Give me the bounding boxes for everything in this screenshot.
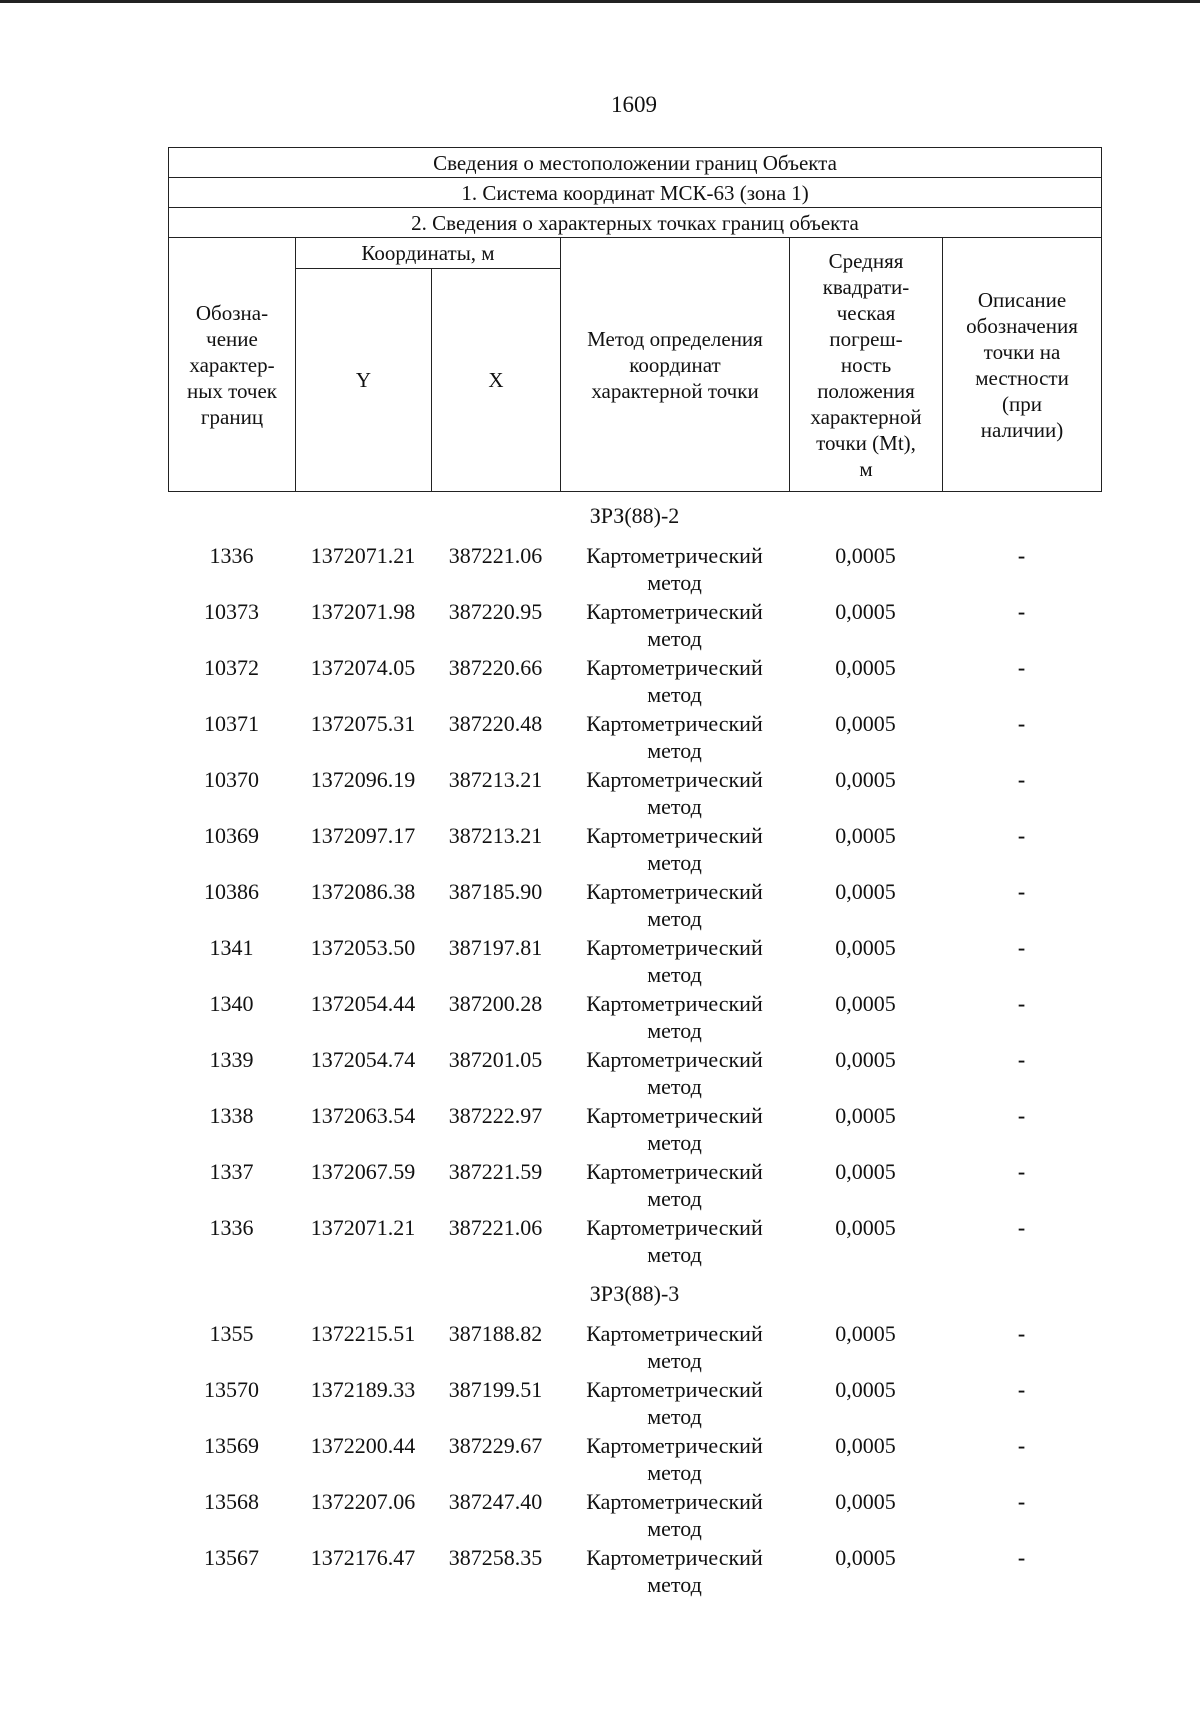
group-name: ЗРЗ(88)-2 <box>589 503 680 528</box>
table-row <box>168 822 1101 878</box>
header-section: 2. Сведения о характерных точках границ объекта <box>169 208 1102 238</box>
cell-y: 1372215.51 <box>310 1321 416 1346</box>
cell-method: Картометрический метод <box>586 1047 763 1099</box>
cell-desc: - <box>1017 1103 1026 1128</box>
table-row <box>168 990 1101 1046</box>
cell-method: Картометрический метод <box>586 879 763 931</box>
cell-desc: - <box>1017 1321 1026 1346</box>
cell-y: 1372189.33 <box>310 1377 416 1402</box>
table-row <box>168 710 1101 766</box>
cell-y: 1372054.44 <box>310 991 416 1016</box>
cell-y: 1372067.59 <box>310 1159 416 1184</box>
cell-error: 0,0005 <box>835 1103 896 1128</box>
cell-desc: - <box>1017 1545 1026 1570</box>
table-row <box>168 1158 1101 1214</box>
cell-method: Картометрический метод <box>586 1377 763 1429</box>
cell-x: 387221.06 <box>448 543 543 568</box>
points-body <box>168 492 1101 1600</box>
col-desc-header: Описание обозначения точки на местности (при наличии) <box>943 238 1102 492</box>
group-header-row <box>168 492 1101 542</box>
scan-top-border <box>0 0 1200 3</box>
group-header-row <box>168 1270 1101 1320</box>
cell-point: 1337 <box>209 1159 254 1184</box>
table-row <box>168 654 1101 710</box>
cell-method: Картометрический метод <box>586 655 763 707</box>
cell-y: 1372053.50 <box>310 935 416 960</box>
cell-desc: - <box>1017 1433 1026 1458</box>
cell-point: 1341 <box>209 935 254 960</box>
cell-y: 1372097.17 <box>310 823 416 848</box>
table-row <box>168 1214 1101 1270</box>
cell-y: 1372063.54 <box>310 1103 416 1128</box>
cell-point: 1336 <box>209 1215 254 1240</box>
cell-y: 1372176.47 <box>310 1545 416 1570</box>
page-number: 1609 <box>611 92 657 117</box>
cell-error: 0,0005 <box>835 1321 896 1346</box>
cell-point: 13568 <box>204 1489 259 1514</box>
cell-error: 0,0005 <box>835 1377 896 1402</box>
table-row <box>168 1102 1101 1158</box>
cell-desc: - <box>1017 599 1026 624</box>
cell-desc: - <box>1017 1047 1026 1072</box>
cell-x: 387185.90 <box>448 879 543 904</box>
cell-x: 387197.81 <box>448 935 543 960</box>
cell-error: 0,0005 <box>835 991 896 1016</box>
cell-point: 10369 <box>204 823 259 848</box>
cell-x: 387213.21 <box>448 823 543 848</box>
col-method-header: Метод определения координат характерной точки <box>561 238 790 492</box>
cell-method: Картометрический метод <box>586 1433 763 1485</box>
cell-method: Картометрический метод <box>586 1103 763 1155</box>
cell-method: Картометрический метод <box>586 711 763 763</box>
cell-x: 387221.06 <box>448 1215 543 1240</box>
cell-y: 1372071.98 <box>310 599 416 624</box>
cell-error: 0,0005 <box>835 1047 896 1072</box>
coordinates-document <box>168 147 1101 1600</box>
cell-x: 387258.35 <box>448 1545 543 1570</box>
group-name: ЗРЗ(88)-3 <box>589 1281 680 1306</box>
cell-point: 1340 <box>209 991 254 1016</box>
table-row <box>168 934 1101 990</box>
cell-desc: - <box>1017 1489 1026 1514</box>
cell-y: 1372200.44 <box>310 1433 416 1458</box>
header-title: Сведения о местоположении границ Объекта <box>169 148 1102 178</box>
table-row <box>168 1376 1101 1432</box>
cell-point: 1338 <box>209 1103 254 1128</box>
cell-point: 1339 <box>209 1047 254 1072</box>
table-row <box>168 1432 1101 1488</box>
table-row <box>168 1488 1101 1544</box>
col-error-header: Средняя квадрати- ческая погреш- ность положения характерной точки (Mt), м <box>790 238 943 492</box>
cell-point: 13567 <box>204 1545 259 1570</box>
cell-error: 0,0005 <box>835 935 896 960</box>
cell-desc: - <box>1017 767 1026 792</box>
cell-method: Картометрический метод <box>586 935 763 987</box>
table-row <box>168 878 1101 934</box>
cell-error: 0,0005 <box>835 543 896 568</box>
cell-x: 387220.95 <box>448 599 543 624</box>
cell-method: Картометрический метод <box>586 991 763 1043</box>
cell-x: 387188.82 <box>448 1321 543 1346</box>
table-row <box>168 1320 1101 1376</box>
cell-error: 0,0005 <box>835 1489 896 1514</box>
cell-method: Картометрический метод <box>586 823 763 875</box>
cell-point: 10373 <box>204 599 259 624</box>
col-x-header: X <box>432 269 561 492</box>
cell-method: Картометрический метод <box>586 1545 763 1597</box>
cell-point: 10372 <box>204 655 259 680</box>
cell-point: 1355 <box>209 1321 254 1346</box>
points-table <box>168 492 1101 1600</box>
cell-method: Картометрический метод <box>586 1321 763 1373</box>
col-coords-header: Координаты, м <box>296 238 561 269</box>
cell-y: 1372071.21 <box>310 543 416 568</box>
table-row <box>168 542 1101 598</box>
cell-point: 10371 <box>204 711 259 736</box>
cell-method: Картометрический метод <box>586 767 763 819</box>
cell-point: 13570 <box>204 1377 259 1402</box>
cell-error: 0,0005 <box>835 1433 896 1458</box>
cell-y: 1372075.31 <box>310 711 416 736</box>
cell-x: 387220.48 <box>448 711 543 736</box>
cell-desc: - <box>1017 543 1026 568</box>
cell-point: 1336 <box>209 543 254 568</box>
cell-desc: - <box>1017 1159 1026 1184</box>
cell-y: 1372096.19 <box>310 767 416 792</box>
cell-error: 0,0005 <box>835 1159 896 1184</box>
cell-y: 1372074.05 <box>310 655 416 680</box>
cell-desc: - <box>1017 935 1026 960</box>
cell-desc: - <box>1017 1215 1026 1240</box>
header-coordinate-system: 1. Система координат МСК-63 (зона 1) <box>169 178 1102 208</box>
cell-method: Картометрический метод <box>586 543 763 595</box>
cell-x: 387201.05 <box>448 1047 543 1072</box>
cell-error: 0,0005 <box>835 1215 896 1240</box>
col-point-header: Обозна- чение характер- ных точек границ <box>169 238 296 492</box>
cell-x: 387222.97 <box>448 1103 543 1128</box>
cell-x: 387199.51 <box>448 1377 543 1402</box>
cell-y: 1372207.06 <box>310 1489 416 1514</box>
cell-method: Картометрический метод <box>586 1489 763 1541</box>
cell-error: 0,0005 <box>835 767 896 792</box>
cell-desc: - <box>1017 711 1026 736</box>
cell-x: 387221.59 <box>448 1159 543 1184</box>
cell-error: 0,0005 <box>835 655 896 680</box>
cell-error: 0,0005 <box>835 599 896 624</box>
cell-desc: - <box>1017 823 1026 848</box>
cell-desc: - <box>1017 991 1026 1016</box>
cell-point: 10370 <box>204 767 259 792</box>
cell-y: 1372086.38 <box>310 879 416 904</box>
cell-method: Картометрический метод <box>586 1159 763 1211</box>
cell-x: 387213.21 <box>448 767 543 792</box>
table-row <box>168 766 1101 822</box>
cell-point: 13569 <box>204 1433 259 1458</box>
cell-x: 387220.66 <box>448 655 543 680</box>
header-table <box>168 147 1102 492</box>
table-row <box>168 1046 1101 1102</box>
table-row <box>168 598 1101 654</box>
cell-method: Картометрический метод <box>586 1215 763 1267</box>
cell-y: 1372054.74 <box>310 1047 416 1072</box>
cell-method: Картометрический метод <box>586 599 763 651</box>
cell-error: 0,0005 <box>835 711 896 736</box>
cell-desc: - <box>1017 655 1026 680</box>
cell-y: 1372071.21 <box>310 1215 416 1240</box>
table-row <box>168 1544 1101 1600</box>
cell-desc: - <box>1017 1377 1026 1402</box>
col-y-header: Y <box>296 269 432 492</box>
cell-x: 387247.40 <box>448 1489 543 1514</box>
cell-x: 387200.28 <box>448 991 543 1016</box>
cell-x: 387229.67 <box>448 1433 543 1458</box>
cell-error: 0,0005 <box>835 879 896 904</box>
cell-point: 10386 <box>204 879 259 904</box>
cell-desc: - <box>1017 879 1026 904</box>
cell-error: 0,0005 <box>835 823 896 848</box>
cell-error: 0,0005 <box>835 1545 896 1570</box>
